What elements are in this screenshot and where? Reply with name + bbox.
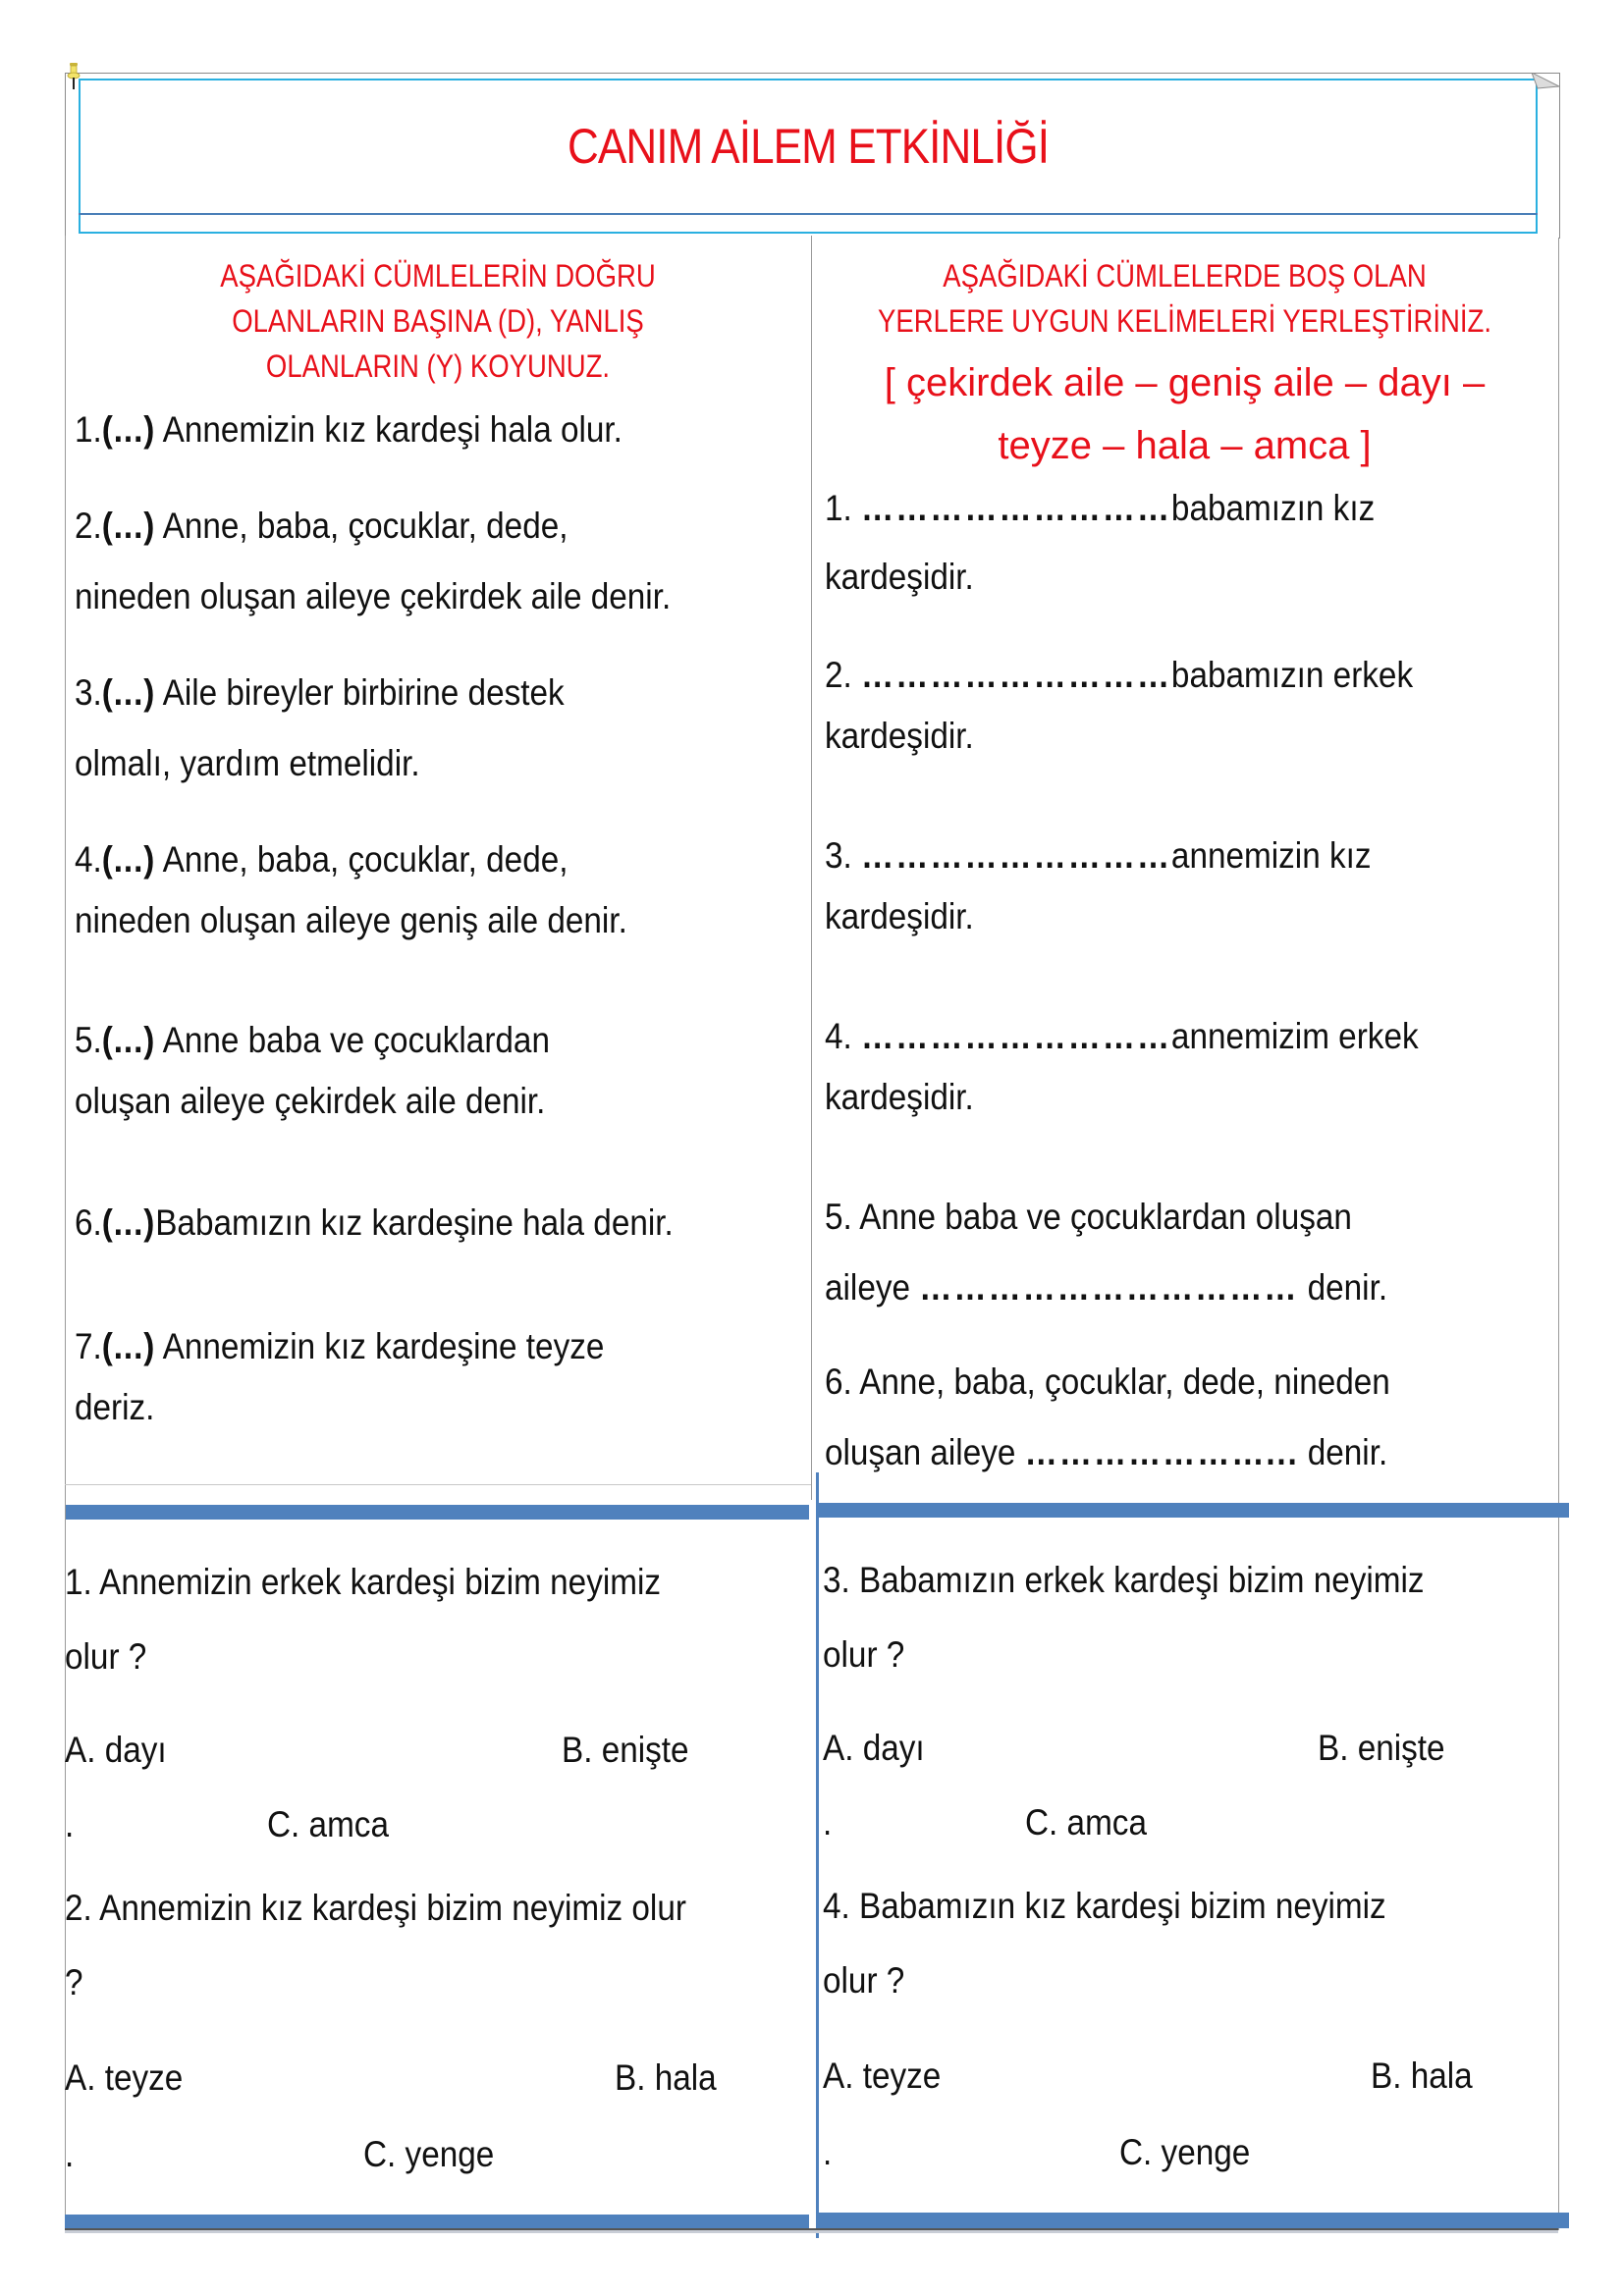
word-bank-line: teyze – hala – amca ] [998, 424, 1372, 467]
true-false-item-4: 4.(...) Anne, baba, çocuklar, dede, nineden oluşan aileye geniş aile denir. [75, 839, 627, 940]
fill-blank-item-2: 2. ………………………babamızın erkek kardeşidir. [825, 655, 1414, 756]
table-bottom-line [65, 1484, 811, 1485]
option-a[interactable]: A. dayı [65, 1730, 167, 1770]
answer-blank[interactable]: (...) [101, 672, 156, 713]
option-a[interactable]: A. teyze [65, 2057, 184, 2098]
blank-field[interactable]: ……………………… [861, 1016, 1171, 1056]
true-false-item-5: 5.(...) Anne baba ve çocuklardan oluşan aileye çekirdek aile denir. [75, 1020, 550, 1121]
option-b[interactable]: B. enişte [562, 1730, 689, 1770]
pushpin-icon [67, 63, 81, 92]
bottom-shadow [65, 2230, 1558, 2233]
option-a[interactable]: A. dayı [823, 1728, 925, 1768]
left-border [65, 236, 66, 1502]
true-false-item-6: 6.(...)Babamızın kız kardeşine hala denir. [75, 1202, 674, 1243]
mc-question-2: 2. Annemizin kız kardeşi bizim neyimiz olur ? [65, 1888, 686, 2002]
option-c[interactable]: C. yenge [1119, 2132, 1251, 2172]
answer-blank[interactable]: (...) [101, 839, 156, 880]
option-c[interactable]: C. amca [1025, 1802, 1147, 1842]
instruction-line: OLANLARIN BAŞINA (D), YANLIŞ [232, 303, 644, 339]
fill-blanks-instructions [863, 253, 1505, 344]
true-false-item-2: 2.(...) Anne, baba, çocuklar, dede, nineden oluşan aileye çekirdek aile denir. [75, 506, 672, 616]
right-border [1558, 238, 1559, 2230]
fill-blank-item-6: 6. Anne, baba, çocuklar, dede, nineden oluşan aileye …………………... denir. [825, 1362, 1390, 1472]
stray-period: . [823, 2132, 833, 2172]
fill-blank-item-1: 1. ………………………babamızın kız kardeşidir. [825, 488, 1376, 597]
blank-field[interactable]: …………………………… [919, 1267, 1299, 1308]
answer-blank[interactable]: (...) [101, 1326, 156, 1366]
answer-blank[interactable]: (...) [101, 409, 156, 450]
blank-field[interactable]: …………………... [1024, 1432, 1299, 1472]
option-b[interactable]: B. hala [615, 2057, 717, 2098]
stray-period: . [65, 2134, 75, 2174]
bottom-bar-left [65, 2215, 809, 2228]
stray-period: . [65, 1804, 75, 1844]
instruction-line: AŞAĞIDAKİ CÜMLELERDE BOŞ OLAN [943, 258, 1427, 294]
title-box-divider [79, 213, 1538, 215]
option-c[interactable]: C. amca [267, 1804, 389, 1844]
true-false-item-7: 7.(...) Annemizin kız kardeşine teyze deriz. [75, 1326, 605, 1427]
word-bank-line: [ çekirdek aile – geniş aile – dayı – [884, 361, 1486, 404]
answer-blank[interactable]: (...) [101, 1202, 156, 1243]
blank-field[interactable]: ……………………… [861, 835, 1171, 876]
folded-corner-icon [1532, 73, 1559, 94]
mc-question-4: 4. Babamızın kız kardeşi bizim neyimiz olur ? [823, 1886, 1386, 2001]
true-false-item-3: 3.(...) Aile bireyler birbirine destek olmalı, yardım etmelidir. [75, 672, 565, 783]
blank-field[interactable]: ……………………… [861, 655, 1171, 695]
option-c[interactable]: C. yenge [363, 2134, 495, 2174]
answer-blank[interactable]: (...) [101, 506, 156, 546]
option-a[interactable]: A. teyze [823, 2056, 942, 2096]
answer-blank[interactable]: (...) [101, 1020, 156, 1060]
fill-blank-item-5: 5. Anne baba ve çocuklardan oluşan aileye …………………………… denir. [825, 1197, 1388, 1308]
true-false-instructions [117, 253, 759, 389]
mc-question-1: 1. Annemizin erkek kardeşi bizim neyimiz olur ? [65, 1562, 662, 1677]
section-divider-bar-right [819, 1503, 1569, 1518]
option-b[interactable]: B. enişte [1318, 1728, 1445, 1768]
option-b[interactable]: B. hala [1371, 2056, 1473, 2096]
page-title: CANIM AİLEM ETKİNLİĞİ [567, 119, 1050, 174]
blank-field[interactable]: ……………………… [861, 488, 1171, 528]
section-divider-bar-left [65, 1505, 809, 1520]
fill-blank-item-3: 3. ………………………annemizin kız kardeşidir. [825, 835, 1372, 936]
true-false-item-1: 1.(...) Annemizin kız kardeşi hala olur. [75, 409, 623, 450]
stray-period: . [823, 1802, 833, 1842]
mc-question-3: 3. Babamızın erkek kardeşi bizim neyimiz olur ? [823, 1560, 1425, 1675]
word-bank [811, 351, 1558, 477]
mc-column-divider [816, 1472, 819, 2238]
instruction-line: YERLERE UYGUN KELİMELERİ YERLEŞTİRİNİZ. [878, 303, 1491, 339]
instruction-line: AŞAĞIDAKİ CÜMLELERİN DOĞRU [220, 258, 656, 294]
bottom-bar-right [819, 2213, 1569, 2228]
instruction-line: OLANLARIN (Y) KOYUNUZ. [265, 348, 611, 384]
fill-blank-item-4: 4. ………………………annemizim erkek kardeşidir. [825, 1016, 1419, 1117]
